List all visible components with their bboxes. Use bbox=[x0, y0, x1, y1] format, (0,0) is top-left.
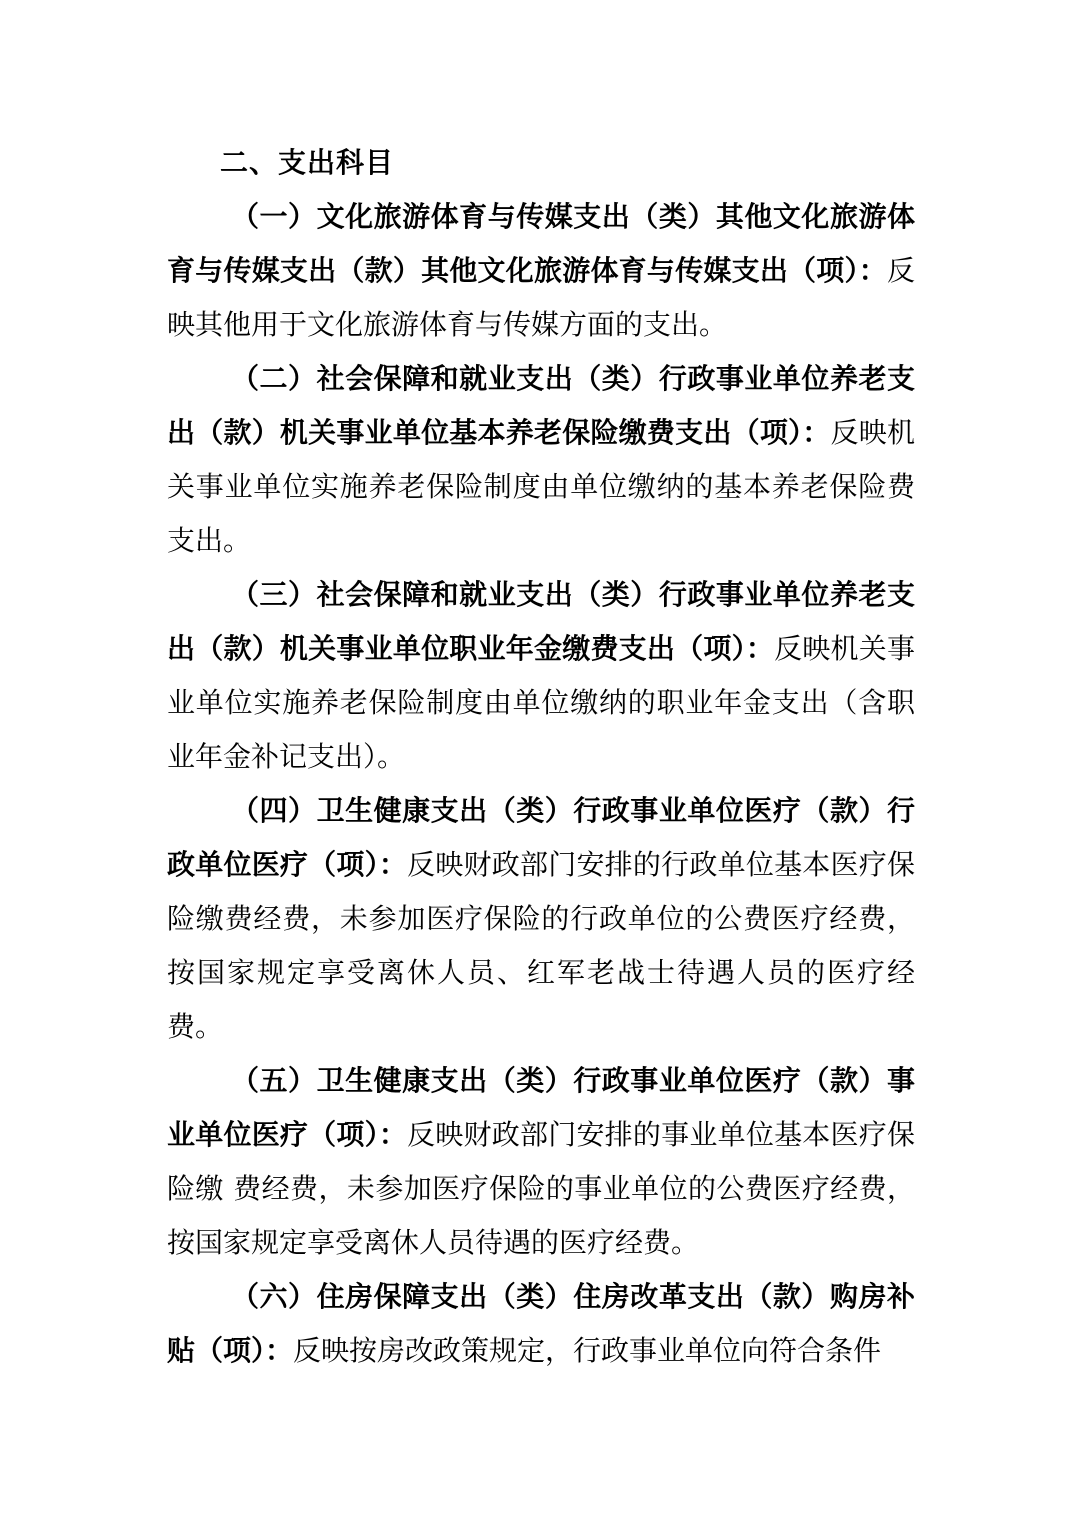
paragraph-2-lead: （二）社会保障和就业支出（类）行政事业单位养老支出（款）机关事业单位基本养老保险缴费支出（项）： bbox=[167, 362, 915, 449]
paragraph-1 bbox=[167, 190, 915, 352]
paragraph-3 bbox=[167, 568, 915, 784]
paragraph-4-body: 反映财政部门安排的行政单位基本医疗保险缴费经费，未参加医疗保险的行政单位的公费医疗经费，按国家规定享受离休人员、红军老战士待遇人员的医疗经费。 bbox=[167, 848, 915, 1043]
paragraph-6-body: 反映按房改政策规定，行政事业单位向符合条件 bbox=[293, 1334, 882, 1367]
paragraph-5 bbox=[167, 1054, 915, 1270]
paragraph-1-body: 反映其他用于文化旅游体育与传媒方面的支出。 bbox=[167, 254, 915, 341]
paragraph-4 bbox=[167, 784, 915, 1054]
paragraph-2 bbox=[167, 352, 915, 568]
paragraph-3-body: 反映机关事业单位实施养老保险制度由单位缴纳的职业年金支出（含职业年金补记支出）。 bbox=[167, 632, 915, 773]
paragraph-4-lead: （四）卫生健康支出（类）行政事业单位医疗（款）行政单位医疗（项）： bbox=[167, 794, 915, 881]
paragraph-3-lead: （三）社会保障和就业支出（类）行政事业单位养老支出（款）机关事业单位职业年金缴费支出（项）： bbox=[167, 578, 915, 665]
section-heading: 二、支出科目 bbox=[220, 146, 395, 179]
document-page bbox=[167, 136, 915, 1378]
paragraph-5-lead: （五）卫生健康支出（类）行政事业单位医疗（款）事业单位医疗（项）： bbox=[167, 1064, 915, 1151]
paragraph-5-body: 反映财政部门安排的事业单位基本医疗保险缴 费经费，未参加医疗保险的事业单位的公费医疗经费，按国家规定享受离休人员待遇的医疗经费。 bbox=[167, 1118, 915, 1259]
paragraph-6 bbox=[167, 1270, 915, 1378]
paragraph-1-lead: （一）文化旅游体育与传媒支出（类）其他文化旅游体育与传媒支出（款）其他文化旅游体育与传媒支出（项）： bbox=[167, 200, 915, 287]
paragraph-2-body: 反映机关事业单位实施养老保险制度由单位缴纳的基本养老保险费支出。 bbox=[167, 416, 915, 557]
paragraph-6-lead: （六）住房保障支出（类）住房改革支出（款）购房补贴（项）： bbox=[167, 1280, 915, 1367]
